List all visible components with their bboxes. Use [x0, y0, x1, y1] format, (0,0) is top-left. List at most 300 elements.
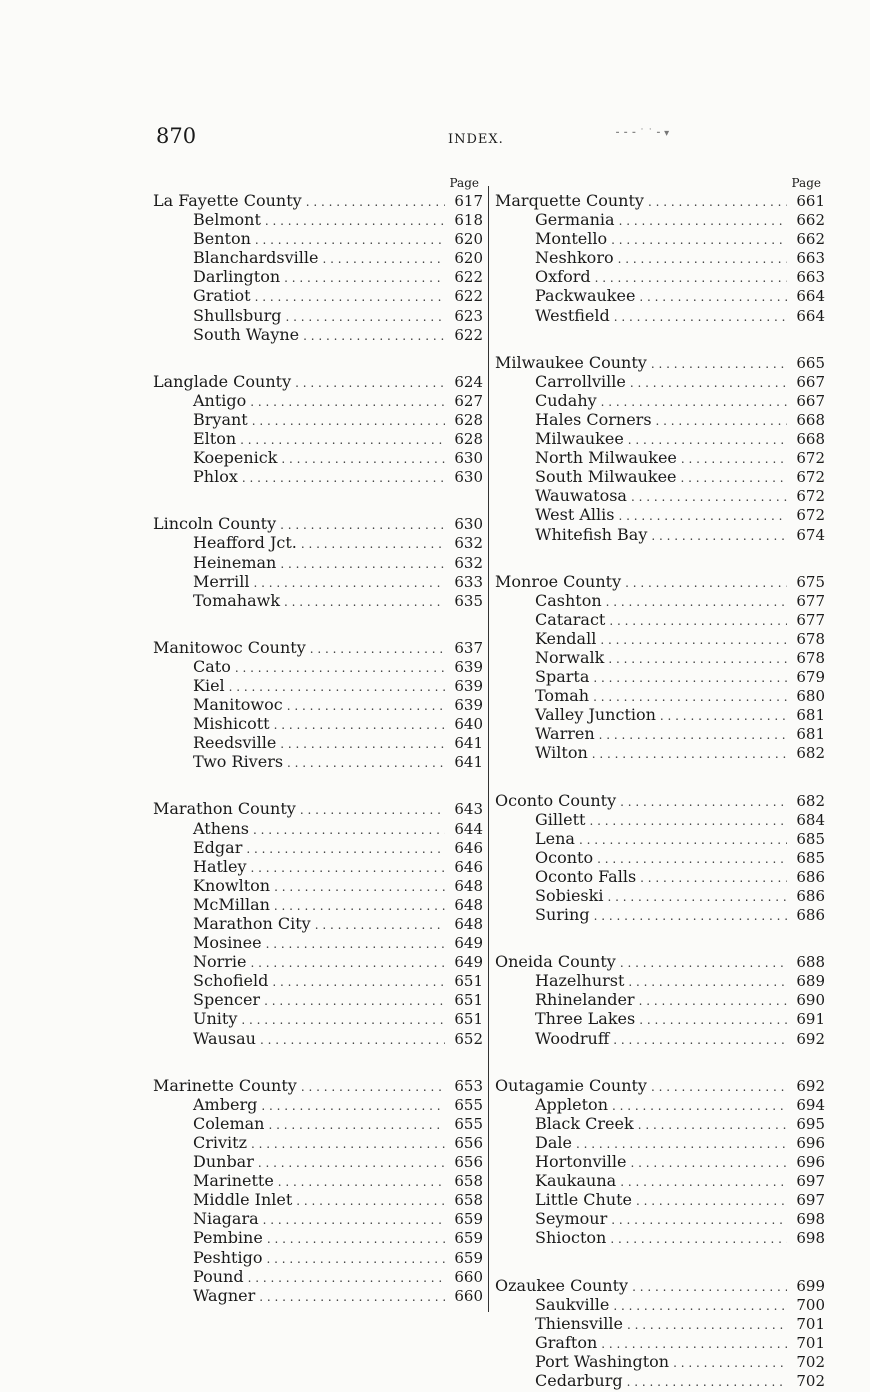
- town-name: Middle Inlet: [193, 1190, 293, 1210]
- dot-leader: [287, 754, 445, 773]
- dot-leader: [660, 707, 787, 726]
- town-entry: [495, 525, 825, 544]
- page-reference: 620: [454, 249, 483, 268]
- page-reference: 672: [796, 506, 825, 525]
- town-entry: [495, 1190, 825, 1209]
- page-reference: 681: [796, 706, 825, 725]
- group-spacer: [495, 763, 825, 791]
- town-entry: [495, 486, 825, 505]
- town-entry: [153, 1209, 483, 1228]
- town-name: Whitefish Bay: [535, 524, 648, 544]
- town-entry: [153, 1267, 483, 1286]
- town-name: Knowlton: [193, 875, 271, 895]
- town-name: Shullsburg: [193, 305, 282, 325]
- town-entry: [153, 914, 483, 933]
- page-reference: 663: [796, 249, 825, 268]
- dot-leader: [303, 327, 445, 346]
- town-name: Norrie: [193, 952, 247, 972]
- town-entry: [495, 1333, 825, 1352]
- town-entry: [153, 1114, 483, 1133]
- dot-leader: [272, 973, 445, 992]
- town-entry: [495, 429, 825, 448]
- town-name: Unity: [193, 1009, 238, 1029]
- town-entry: [153, 933, 483, 952]
- town-name: Dunbar: [193, 1152, 254, 1172]
- page-reference: 677: [796, 591, 825, 610]
- dot-leader: [274, 878, 445, 897]
- county-group: [153, 638, 483, 772]
- town-entry: [495, 267, 825, 286]
- town-name: Saukville: [535, 1294, 610, 1314]
- county-entry: [153, 372, 483, 391]
- right-column: [495, 175, 825, 1390]
- page-reference: 639: [454, 676, 483, 695]
- town-entry: [495, 391, 825, 410]
- town-entry: [153, 467, 483, 486]
- town-entry: [495, 743, 825, 762]
- dot-leader: [264, 992, 445, 1011]
- page-reference: 637: [454, 638, 483, 657]
- town-name: Valley Junction: [535, 705, 656, 725]
- town-name: Tomah: [535, 686, 590, 706]
- town-name: Darlington: [193, 267, 281, 287]
- county-name: Oconto County: [495, 790, 617, 810]
- page-reference: 623: [454, 306, 483, 325]
- town-entry: [495, 1152, 825, 1171]
- town-entry: [153, 752, 483, 771]
- right-groups: [495, 191, 825, 1390]
- dot-leader: [631, 488, 787, 507]
- town-name: Suring: [535, 905, 590, 925]
- page-reference: 658: [454, 1172, 483, 1191]
- county-name: Marinette County: [153, 1075, 297, 1095]
- town-entry: [153, 714, 483, 733]
- page-reference: 649: [454, 934, 483, 953]
- town-name: Mosinee: [193, 933, 262, 953]
- town-entry: [495, 1171, 825, 1190]
- page-reference: 685: [796, 829, 825, 848]
- dot-leader: [255, 288, 445, 307]
- town-name: Oconto: [535, 847, 594, 867]
- group-spacer: [495, 544, 825, 572]
- town-entry: [495, 1009, 825, 1028]
- dot-leader: [280, 516, 445, 535]
- page-reference: 696: [796, 1133, 825, 1152]
- page-reference: 678: [796, 648, 825, 667]
- town-entry: [153, 1029, 483, 1048]
- page-reference: 651: [454, 1010, 483, 1029]
- town-entry: [153, 572, 483, 591]
- page-reference: 660: [454, 1286, 483, 1305]
- dot-leader: [625, 574, 787, 593]
- page-reference: 668: [796, 410, 825, 429]
- town-entry: [495, 1314, 825, 1333]
- town-entry: [495, 248, 825, 267]
- town-name: Cashton: [535, 590, 602, 610]
- page-reference: 699: [796, 1276, 825, 1295]
- town-entry: [153, 819, 483, 838]
- dot-leader: [681, 450, 787, 469]
- town-name: Grafton: [535, 1332, 598, 1352]
- page-reference: 617: [454, 192, 483, 210]
- town-name: Gillett: [535, 809, 586, 829]
- dot-leader: [648, 193, 787, 212]
- town-name: Gratiot: [193, 286, 251, 306]
- town-entry: [153, 1009, 483, 1028]
- town-name: Heineman: [193, 552, 277, 572]
- town-entry: [153, 952, 483, 971]
- town-entry: [153, 695, 483, 714]
- dot-leader: [627, 1316, 787, 1335]
- page-reference: 652: [454, 1029, 483, 1048]
- town-entry: [495, 810, 825, 829]
- group-spacer: [495, 325, 825, 353]
- town-entry: [495, 1133, 825, 1152]
- town-name: Koepenick: [193, 448, 278, 468]
- dot-leader: [620, 954, 787, 973]
- town-name: Kiel: [193, 675, 225, 695]
- dot-leader: [619, 212, 787, 231]
- county-entry: [495, 572, 825, 591]
- dot-leader: [640, 869, 787, 888]
- dot-leader: [265, 212, 445, 231]
- town-name: Wilton: [535, 743, 588, 763]
- town-name: Coleman: [193, 1113, 265, 1133]
- town-name: Kaukauna: [535, 1171, 617, 1191]
- town-entry: [495, 629, 825, 648]
- town-entry: [495, 667, 825, 686]
- page-reference: 643: [454, 800, 483, 819]
- page-reference: 632: [454, 553, 483, 572]
- page-reference: 695: [796, 1114, 825, 1133]
- page-reference: 659: [454, 1229, 483, 1248]
- dot-leader: [592, 745, 787, 764]
- county-name: La Fayette County: [153, 191, 302, 210]
- town-name: Cato: [193, 656, 231, 676]
- page-reference: 672: [796, 449, 825, 468]
- page-reference: 682: [796, 791, 825, 810]
- dot-leader: [274, 716, 445, 735]
- column-divider: [488, 186, 489, 1312]
- page-reference: 692: [796, 1076, 825, 1095]
- page-reference: 622: [454, 325, 483, 344]
- dot-leader: [246, 840, 445, 859]
- page-reference: 697: [796, 1191, 825, 1210]
- dot-leader: [310, 640, 445, 659]
- town-name: Hazelhurst: [535, 971, 625, 991]
- county-group: [153, 372, 483, 487]
- town-name: Woodruff: [535, 1028, 610, 1048]
- dot-leader: [594, 907, 787, 926]
- page-reference: 630: [454, 468, 483, 487]
- dot-leader: [242, 469, 445, 488]
- page-reference: 661: [796, 192, 825, 210]
- town-name: Marinette: [193, 1171, 274, 1191]
- dot-leader: [651, 527, 787, 546]
- page-reference: 697: [796, 1172, 825, 1191]
- town-name: Pound: [193, 1266, 244, 1286]
- town-name: Neshkoro: [535, 248, 614, 268]
- town-entry: [153, 1171, 483, 1190]
- left-groups: [153, 191, 483, 1305]
- dot-leader: [250, 393, 445, 412]
- town-entry: [153, 229, 483, 248]
- county-group: [495, 1276, 825, 1391]
- town-name: Niagara: [193, 1209, 259, 1229]
- town-name: Benton: [193, 229, 251, 249]
- dot-leader: [636, 1192, 787, 1211]
- town-entry: [495, 990, 825, 1009]
- town-name: Montello: [535, 229, 608, 249]
- dot-leader: [251, 1135, 445, 1154]
- dot-leader: [322, 250, 445, 269]
- town-entry: [153, 248, 483, 267]
- county-group: [495, 791, 825, 925]
- county-name: Marquette County: [495, 191, 644, 210]
- page-reference: 698: [796, 1229, 825, 1248]
- group-spacer: [153, 344, 483, 372]
- page-reference: 680: [796, 687, 825, 706]
- county-name: Langlade County: [153, 371, 292, 391]
- town-entry: [495, 848, 825, 867]
- town-name: Cedarburg: [535, 1370, 623, 1390]
- town-entry: [153, 895, 483, 914]
- dot-leader: [285, 308, 445, 327]
- dot-leader: [620, 1173, 787, 1192]
- page-reference: 679: [796, 668, 825, 687]
- dot-leader: [295, 374, 445, 393]
- dot-leader: [606, 593, 787, 612]
- county-name: Manitowoc County: [153, 637, 306, 657]
- town-entry: [495, 286, 825, 305]
- page-reference: 675: [796, 572, 825, 591]
- page-reference: 627: [454, 391, 483, 410]
- dot-leader: [266, 935, 445, 954]
- town-name: Peshtigo: [193, 1247, 263, 1267]
- county-group: [495, 952, 825, 1047]
- town-name: Schofield: [193, 971, 269, 991]
- dot-leader: [656, 412, 787, 431]
- town-entry: [495, 886, 825, 905]
- county-entry: [495, 791, 825, 810]
- dot-leader: [593, 669, 787, 688]
- town-name: Westfield: [535, 305, 610, 325]
- dot-leader: [627, 1373, 787, 1392]
- town-entry: [153, 657, 483, 676]
- dot-leader: [251, 954, 445, 973]
- town-entry: [495, 1095, 825, 1114]
- page-reference: 646: [454, 857, 483, 876]
- dot-leader: [259, 1288, 445, 1307]
- group-spacer: [495, 1048, 825, 1076]
- dot-leader: [253, 821, 445, 840]
- county-entry: [153, 1076, 483, 1095]
- town-entry: [495, 829, 825, 848]
- page-reference: 659: [454, 1210, 483, 1229]
- town-name: Lena: [535, 828, 575, 848]
- group-spacer: [495, 1248, 825, 1276]
- page-reference: 701: [796, 1333, 825, 1352]
- page-number: 870: [156, 124, 197, 148]
- page-reference: 701: [796, 1314, 825, 1333]
- county-name: Monroe County: [495, 571, 622, 591]
- town-entry: [153, 410, 483, 429]
- dot-leader: [607, 888, 787, 907]
- dot-leader: [673, 1354, 787, 1373]
- page-reference: 639: [454, 657, 483, 676]
- county-entry: [153, 514, 483, 533]
- town-name: Mishicott: [193, 714, 270, 734]
- dot-leader: [301, 1078, 445, 1097]
- county-group: [153, 799, 483, 1047]
- dot-leader: [639, 288, 787, 307]
- town-name: Tomahawk: [193, 590, 281, 610]
- county-entry: [495, 1076, 825, 1095]
- page-reference: 694: [796, 1095, 825, 1114]
- dot-leader: [651, 1078, 787, 1097]
- page-reference: 630: [454, 515, 483, 534]
- group-spacer: [153, 486, 483, 514]
- page-reference: 618: [454, 211, 483, 230]
- town-entry: [153, 1133, 483, 1152]
- town-entry: [153, 325, 483, 344]
- town-entry: [495, 306, 825, 325]
- dot-leader: [252, 412, 445, 431]
- page-reference: 667: [796, 391, 825, 410]
- page-reference: 686: [796, 887, 825, 905]
- page-reference: 630: [454, 449, 483, 468]
- town-name: Elton: [193, 429, 237, 449]
- page-header: [0, 124, 870, 156]
- dot-leader: [235, 659, 445, 678]
- page-reference: 649: [454, 953, 483, 972]
- county-entry: [153, 638, 483, 657]
- town-entry: [495, 1371, 825, 1390]
- page-reference: 691: [796, 1010, 825, 1029]
- dot-leader: [628, 973, 787, 992]
- dot-leader: [241, 1011, 445, 1030]
- town-entry: [495, 1114, 825, 1133]
- page-reference: 682: [796, 744, 825, 763]
- town-entry: [153, 286, 483, 305]
- county-group: [495, 353, 825, 544]
- town-entry: [495, 229, 825, 248]
- town-name: South Wayne: [193, 324, 300, 344]
- dot-leader: [261, 1097, 445, 1116]
- town-entry: [153, 1228, 483, 1247]
- county-group: [153, 1076, 483, 1305]
- dot-leader: [254, 574, 446, 593]
- town-name: Bryant: [193, 409, 248, 429]
- town-entry: [153, 267, 483, 286]
- county-entry: [495, 353, 825, 372]
- dot-leader: [609, 612, 787, 631]
- dot-leader: [284, 269, 445, 288]
- town-entry: [495, 410, 825, 429]
- county-name: Outagamie County: [495, 1075, 647, 1095]
- dot-leader: [620, 793, 787, 812]
- page-reference: 641: [454, 753, 483, 772]
- page-reference: 651: [454, 972, 483, 991]
- town-entry: [153, 1248, 483, 1267]
- town-name: West Allis: [535, 505, 615, 525]
- county-group: [495, 572, 825, 763]
- page-reference: 685: [796, 848, 825, 867]
- page-reference: 641: [454, 734, 483, 753]
- dot-leader: [618, 250, 787, 269]
- county-entry: [495, 952, 825, 971]
- town-name: Edgar: [193, 837, 243, 857]
- page-reference: 686: [796, 906, 825, 925]
- dot-leader: [630, 1154, 787, 1173]
- town-name: Reedsville: [193, 733, 277, 753]
- page-reference: 624: [454, 372, 483, 391]
- town-name: Port Washington: [535, 1351, 670, 1371]
- page-reference: 656: [454, 1153, 483, 1172]
- town-name: Marathon City: [193, 914, 311, 933]
- town-name: Kendall: [535, 628, 597, 648]
- page-reference: 635: [454, 591, 483, 610]
- page-reference: 648: [454, 876, 483, 895]
- dot-leader: [600, 631, 787, 650]
- ink-smudge: ⁃ ⁃ ⁃ ˙ ˙ ⁃ ▾: [615, 128, 670, 139]
- town-entry: [495, 905, 825, 924]
- town-name: Manitowoc: [193, 695, 283, 715]
- page-reference: 677: [796, 610, 825, 629]
- page-reference: 662: [796, 230, 825, 249]
- town-name: Black Creek: [535, 1113, 634, 1133]
- page-reference: 692: [796, 1029, 825, 1048]
- town-name: Heafford Jct.: [193, 533, 297, 553]
- town-name: Wagner: [193, 1285, 256, 1305]
- town-name: Little Chute: [535, 1190, 633, 1210]
- county-name: Oneida County: [495, 952, 616, 972]
- dot-leader: [612, 1097, 787, 1116]
- town-name: Carrollville: [535, 371, 626, 391]
- dot-leader: [638, 1116, 787, 1135]
- town-entry: [495, 1228, 825, 1247]
- page-reference: 655: [454, 1114, 483, 1133]
- dot-leader: [301, 535, 445, 554]
- county-name: Milwaukee County: [495, 352, 647, 372]
- town-entry: [153, 676, 483, 695]
- town-entry: [153, 1095, 483, 1114]
- town-entry: [153, 990, 483, 1009]
- page-reference: 653: [454, 1076, 483, 1095]
- page-reference: 681: [796, 725, 825, 744]
- town-entry: [495, 372, 825, 391]
- dot-leader: [263, 1211, 445, 1230]
- town-name: Amberg: [193, 1094, 258, 1114]
- town-entry: [495, 648, 825, 667]
- town-entry: [495, 1029, 825, 1048]
- dot-leader: [632, 1278, 787, 1297]
- dot-leader: [613, 1297, 787, 1316]
- dot-leader: [681, 469, 787, 488]
- town-name: Two Rivers: [193, 752, 284, 772]
- town-entry: [153, 1286, 483, 1305]
- page-reference: 688: [796, 953, 825, 972]
- county-group: [153, 514, 483, 609]
- dot-leader: [284, 593, 445, 612]
- county-entry: [153, 191, 483, 210]
- town-entry: [495, 686, 825, 705]
- town-name: Wauwatosa: [535, 486, 627, 506]
- page-reference: 639: [454, 696, 483, 715]
- town-name: Appleton: [535, 1094, 608, 1114]
- town-entry: [153, 838, 483, 857]
- town-entry: [153, 857, 483, 876]
